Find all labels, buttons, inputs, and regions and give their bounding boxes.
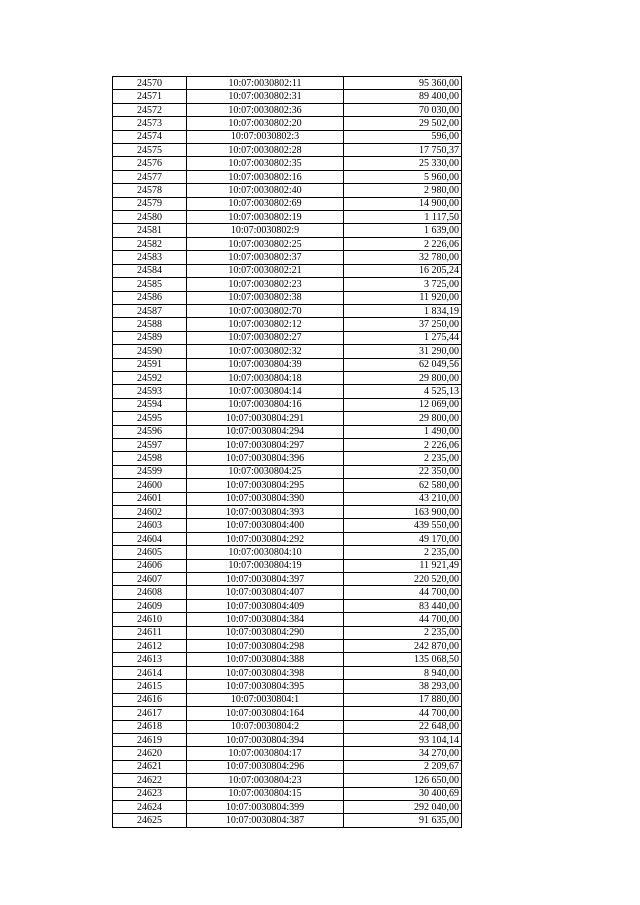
row-number-cell: 24594 xyxy=(113,398,187,411)
row-number-cell: 24582 xyxy=(113,237,187,250)
cadastral-number-cell: 10:07:0030804:25 xyxy=(187,465,344,478)
table-row xyxy=(113,117,462,130)
row-number-cell: 24570 xyxy=(113,77,187,90)
amount-cell: 1 117,50 xyxy=(344,211,462,224)
cadastral-number-cell: 10:07:0030804:298 xyxy=(187,640,344,653)
table-row xyxy=(113,144,462,157)
amount-cell: 22 648,00 xyxy=(344,720,462,733)
row-number-cell: 24587 xyxy=(113,304,187,317)
amount-cell: 8 940,00 xyxy=(344,666,462,679)
row-number-cell: 24621 xyxy=(113,760,187,773)
table-row xyxy=(113,626,462,639)
row-number-cell: 24600 xyxy=(113,479,187,492)
row-number-cell: 24579 xyxy=(113,197,187,210)
row-number-cell: 24595 xyxy=(113,412,187,425)
amount-cell: 32 780,00 xyxy=(344,251,462,264)
table-row xyxy=(113,573,462,586)
table-row xyxy=(113,492,462,505)
amount-cell: 22 350,00 xyxy=(344,465,462,478)
table-row xyxy=(113,224,462,237)
row-number-cell: 24596 xyxy=(113,425,187,438)
cadastral-number-cell: 10:07:0030804:387 xyxy=(187,814,344,827)
table-row xyxy=(113,707,462,720)
cadastral-number-cell: 10:07:0030802:11 xyxy=(187,77,344,90)
amount-cell: 34 270,00 xyxy=(344,747,462,760)
row-number-cell: 24624 xyxy=(113,800,187,813)
row-number-cell: 24607 xyxy=(113,573,187,586)
table-row xyxy=(113,760,462,773)
table-row xyxy=(113,465,462,478)
row-number-cell: 24614 xyxy=(113,666,187,679)
table-row xyxy=(113,720,462,733)
cadastral-number-cell: 10:07:0030802:31 xyxy=(187,90,344,103)
cadastral-number-cell: 10:07:0030804:19 xyxy=(187,559,344,572)
cadastral-number-cell: 10:07:0030804:15 xyxy=(187,787,344,800)
table-row xyxy=(113,157,462,170)
row-number-cell: 24617 xyxy=(113,707,187,720)
row-number-cell: 24588 xyxy=(113,318,187,331)
cadastral-number-cell: 10:07:0030804:1 xyxy=(187,693,344,706)
table-row xyxy=(113,278,462,291)
cadastral-number-cell: 10:07:0030804:292 xyxy=(187,532,344,545)
cadastral-number-cell: 10:07:0030802:23 xyxy=(187,278,344,291)
cadastral-number-cell: 10:07:0030804:294 xyxy=(187,425,344,438)
row-number-cell: 24606 xyxy=(113,559,187,572)
row-number-cell: 24574 xyxy=(113,130,187,143)
amount-cell: 91 635,00 xyxy=(344,814,462,827)
amount-cell: 2 235,00 xyxy=(344,452,462,465)
cadastral-number-cell: 10:07:0030804:384 xyxy=(187,613,344,626)
row-number-cell: 24581 xyxy=(113,224,187,237)
cadastral-number-cell: 10:07:0030802:35 xyxy=(187,157,344,170)
cadastral-number-cell: 10:07:0030802:25 xyxy=(187,237,344,250)
table-row xyxy=(113,693,462,706)
amount-cell: 1 275,44 xyxy=(344,331,462,344)
cadastral-number-cell: 10:07:0030802:38 xyxy=(187,291,344,304)
amount-cell: 596,00 xyxy=(344,130,462,143)
table-row xyxy=(113,747,462,760)
amount-cell: 3 725,00 xyxy=(344,278,462,291)
cadastral-number-cell: 10:07:0030804:164 xyxy=(187,707,344,720)
amount-cell: 44 700,00 xyxy=(344,613,462,626)
amount-cell: 2 235,00 xyxy=(344,546,462,559)
table-row xyxy=(113,814,462,827)
amount-cell: 62 580,00 xyxy=(344,479,462,492)
table-row xyxy=(113,532,462,545)
row-number-cell: 24603 xyxy=(113,519,187,532)
amount-cell: 31 290,00 xyxy=(344,345,462,358)
cadastral-number-cell: 10:07:0030802:28 xyxy=(187,144,344,157)
cadastral-number-cell: 10:07:0030804:396 xyxy=(187,452,344,465)
cadastral-number-cell: 10:07:0030804:18 xyxy=(187,371,344,384)
amount-cell: 95 360,00 xyxy=(344,77,462,90)
cadastral-number-cell: 10:07:0030804:390 xyxy=(187,492,344,505)
table-row xyxy=(113,653,462,666)
row-number-cell: 24605 xyxy=(113,546,187,559)
row-number-cell: 24585 xyxy=(113,278,187,291)
amount-cell: 70 030,00 xyxy=(344,103,462,116)
table-row xyxy=(113,774,462,787)
cadastral-number-cell: 10:07:0030804:397 xyxy=(187,573,344,586)
table-row xyxy=(113,666,462,679)
row-number-cell: 24609 xyxy=(113,599,187,612)
table-row xyxy=(113,77,462,90)
cadastral-number-cell: 10:07:0030804:398 xyxy=(187,666,344,679)
row-number-cell: 24610 xyxy=(113,613,187,626)
table-row xyxy=(113,385,462,398)
table-row xyxy=(113,184,462,197)
table-row xyxy=(113,559,462,572)
cadastral-number-cell: 10:07:0030804:407 xyxy=(187,586,344,599)
table-row xyxy=(113,345,462,358)
cadastral-number-cell: 10:07:0030802:36 xyxy=(187,103,344,116)
row-number-cell: 24577 xyxy=(113,170,187,183)
row-number-cell: 24625 xyxy=(113,814,187,827)
table-row xyxy=(113,479,462,492)
amount-cell: 12 069,00 xyxy=(344,398,462,411)
table-row xyxy=(113,211,462,224)
row-number-cell: 24583 xyxy=(113,251,187,264)
row-number-cell: 24590 xyxy=(113,345,187,358)
row-number-cell: 24611 xyxy=(113,626,187,639)
amount-cell: 43 210,00 xyxy=(344,492,462,505)
amount-cell: 11 920,00 xyxy=(344,291,462,304)
amount-cell: 37 250,00 xyxy=(344,318,462,331)
amount-cell: 163 900,00 xyxy=(344,506,462,519)
row-number-cell: 24593 xyxy=(113,385,187,398)
row-number-cell: 24618 xyxy=(113,720,187,733)
table-row xyxy=(113,412,462,425)
table-row xyxy=(113,90,462,103)
cadastral-number-cell: 10:07:0030804:395 xyxy=(187,680,344,693)
table-row xyxy=(113,170,462,183)
cadastral-number-cell: 10:07:0030802:21 xyxy=(187,264,344,277)
table-row xyxy=(113,586,462,599)
amount-cell: 4 525,13 xyxy=(344,385,462,398)
cadastral-number-cell: 10:07:0030804:14 xyxy=(187,385,344,398)
table-row xyxy=(113,318,462,331)
cadastral-number-cell: 10:07:0030804:296 xyxy=(187,760,344,773)
amount-cell: 439 550,00 xyxy=(344,519,462,532)
table-body xyxy=(113,77,462,828)
table-row xyxy=(113,733,462,746)
amount-cell: 1 834,19 xyxy=(344,304,462,317)
row-number-cell: 24597 xyxy=(113,438,187,451)
cadastral-number-cell: 10:07:0030804:400 xyxy=(187,519,344,532)
table-row xyxy=(113,640,462,653)
amount-cell: 49 170,00 xyxy=(344,532,462,545)
table-row xyxy=(113,800,462,813)
cadastral-number-cell: 10:07:0030804:39 xyxy=(187,358,344,371)
cadastral-number-cell: 10:07:0030804:10 xyxy=(187,546,344,559)
row-number-cell: 24599 xyxy=(113,465,187,478)
cadastral-number-cell: 10:07:0030802:32 xyxy=(187,345,344,358)
row-number-cell: 24619 xyxy=(113,733,187,746)
table-row xyxy=(113,546,462,559)
cadastral-number-cell: 10:07:0030804:290 xyxy=(187,626,344,639)
row-number-cell: 24575 xyxy=(113,144,187,157)
cadastral-number-cell: 10:07:0030804:399 xyxy=(187,800,344,813)
row-number-cell: 24571 xyxy=(113,90,187,103)
amount-cell: 5 960,00 xyxy=(344,170,462,183)
amount-cell: 16 205,24 xyxy=(344,264,462,277)
parcel-value-table xyxy=(112,76,462,828)
cadastral-number-cell: 10:07:0030802:12 xyxy=(187,318,344,331)
table-row xyxy=(113,371,462,384)
cadastral-number-cell: 10:07:0030804:394 xyxy=(187,733,344,746)
cadastral-number-cell: 10:07:0030804:291 xyxy=(187,412,344,425)
amount-cell: 30 400,69 xyxy=(344,787,462,800)
amount-cell: 38 293,00 xyxy=(344,680,462,693)
table-row xyxy=(113,452,462,465)
row-number-cell: 24573 xyxy=(113,117,187,130)
amount-cell: 62 049,56 xyxy=(344,358,462,371)
amount-cell: 2 226,06 xyxy=(344,237,462,250)
row-number-cell: 24591 xyxy=(113,358,187,371)
table-row xyxy=(113,680,462,693)
row-number-cell: 24613 xyxy=(113,653,187,666)
amount-cell: 29 800,00 xyxy=(344,371,462,384)
cadastral-number-cell: 10:07:0030802:9 xyxy=(187,224,344,237)
table-row xyxy=(113,304,462,317)
row-number-cell: 24608 xyxy=(113,586,187,599)
table-row xyxy=(113,130,462,143)
row-number-cell: 24584 xyxy=(113,264,187,277)
cadastral-number-cell: 10:07:0030804:17 xyxy=(187,747,344,760)
table-row xyxy=(113,237,462,250)
amount-cell: 242 870,00 xyxy=(344,640,462,653)
cadastral-number-cell: 10:07:0030804:388 xyxy=(187,653,344,666)
amount-cell: 89 400,00 xyxy=(344,90,462,103)
cadastral-number-cell: 10:07:0030802:69 xyxy=(187,197,344,210)
row-number-cell: 24616 xyxy=(113,693,187,706)
table-row xyxy=(113,264,462,277)
cadastral-number-cell: 10:07:0030802:27 xyxy=(187,331,344,344)
table-row xyxy=(113,613,462,626)
amount-cell: 2 209,67 xyxy=(344,760,462,773)
row-number-cell: 24589 xyxy=(113,331,187,344)
amount-cell: 29 502,00 xyxy=(344,117,462,130)
cadastral-number-cell: 10:07:0030804:16 xyxy=(187,398,344,411)
row-number-cell: 24620 xyxy=(113,747,187,760)
amount-cell: 14 900,00 xyxy=(344,197,462,210)
amount-cell: 25 330,00 xyxy=(344,157,462,170)
cadastral-number-cell: 10:07:0030802:37 xyxy=(187,251,344,264)
amount-cell: 2 980,00 xyxy=(344,184,462,197)
table-row xyxy=(113,438,462,451)
table-row xyxy=(113,358,462,371)
row-number-cell: 24592 xyxy=(113,371,187,384)
cadastral-number-cell: 10:07:0030804:297 xyxy=(187,438,344,451)
table-row xyxy=(113,506,462,519)
row-number-cell: 24598 xyxy=(113,452,187,465)
row-number-cell: 24572 xyxy=(113,103,187,116)
cadastral-number-cell: 10:07:0030804:393 xyxy=(187,506,344,519)
table-row xyxy=(113,197,462,210)
cadastral-number-cell: 10:07:0030804:295 xyxy=(187,479,344,492)
amount-cell: 11 921,49 xyxy=(344,559,462,572)
amount-cell: 93 104,14 xyxy=(344,733,462,746)
amount-cell: 126 650,00 xyxy=(344,774,462,787)
row-number-cell: 24580 xyxy=(113,211,187,224)
table-row xyxy=(113,251,462,264)
row-number-cell: 24602 xyxy=(113,506,187,519)
amount-cell: 2 226,06 xyxy=(344,438,462,451)
amount-cell: 17 750,37 xyxy=(344,144,462,157)
amount-cell: 1 639,00 xyxy=(344,224,462,237)
amount-cell: 292 040,00 xyxy=(344,800,462,813)
table-row xyxy=(113,519,462,532)
cadastral-number-cell: 10:07:0030802:19 xyxy=(187,211,344,224)
amount-cell: 44 700,00 xyxy=(344,586,462,599)
cadastral-number-cell: 10:07:0030804:409 xyxy=(187,599,344,612)
row-number-cell: 24612 xyxy=(113,640,187,653)
table-row xyxy=(113,398,462,411)
row-number-cell: 24623 xyxy=(113,787,187,800)
table-row xyxy=(113,599,462,612)
cadastral-number-cell: 10:07:0030804:2 xyxy=(187,720,344,733)
amount-cell: 83 440,00 xyxy=(344,599,462,612)
cadastral-number-cell: 10:07:0030802:3 xyxy=(187,130,344,143)
table-row xyxy=(113,425,462,438)
cadastral-number-cell: 10:07:0030802:16 xyxy=(187,170,344,183)
row-number-cell: 24586 xyxy=(113,291,187,304)
amount-cell: 2 235,00 xyxy=(344,626,462,639)
table-row xyxy=(113,787,462,800)
amount-cell: 1 490,00 xyxy=(344,425,462,438)
table-row xyxy=(113,291,462,304)
row-number-cell: 24578 xyxy=(113,184,187,197)
row-number-cell: 24601 xyxy=(113,492,187,505)
amount-cell: 44 700,00 xyxy=(344,707,462,720)
cadastral-number-cell: 10:07:0030802:40 xyxy=(187,184,344,197)
row-number-cell: 24604 xyxy=(113,532,187,545)
amount-cell: 17 880,00 xyxy=(344,693,462,706)
cadastral-number-cell: 10:07:0030802:20 xyxy=(187,117,344,130)
amount-cell: 220 520,00 xyxy=(344,573,462,586)
row-number-cell: 24622 xyxy=(113,774,187,787)
table-row xyxy=(113,331,462,344)
amount-cell: 29 800,00 xyxy=(344,412,462,425)
amount-cell: 135 068,50 xyxy=(344,653,462,666)
row-number-cell: 24615 xyxy=(113,680,187,693)
table-row xyxy=(113,103,462,116)
row-number-cell: 24576 xyxy=(113,157,187,170)
cadastral-number-cell: 10:07:0030804:23 xyxy=(187,774,344,787)
cadastral-number-cell: 10:07:0030802:70 xyxy=(187,304,344,317)
